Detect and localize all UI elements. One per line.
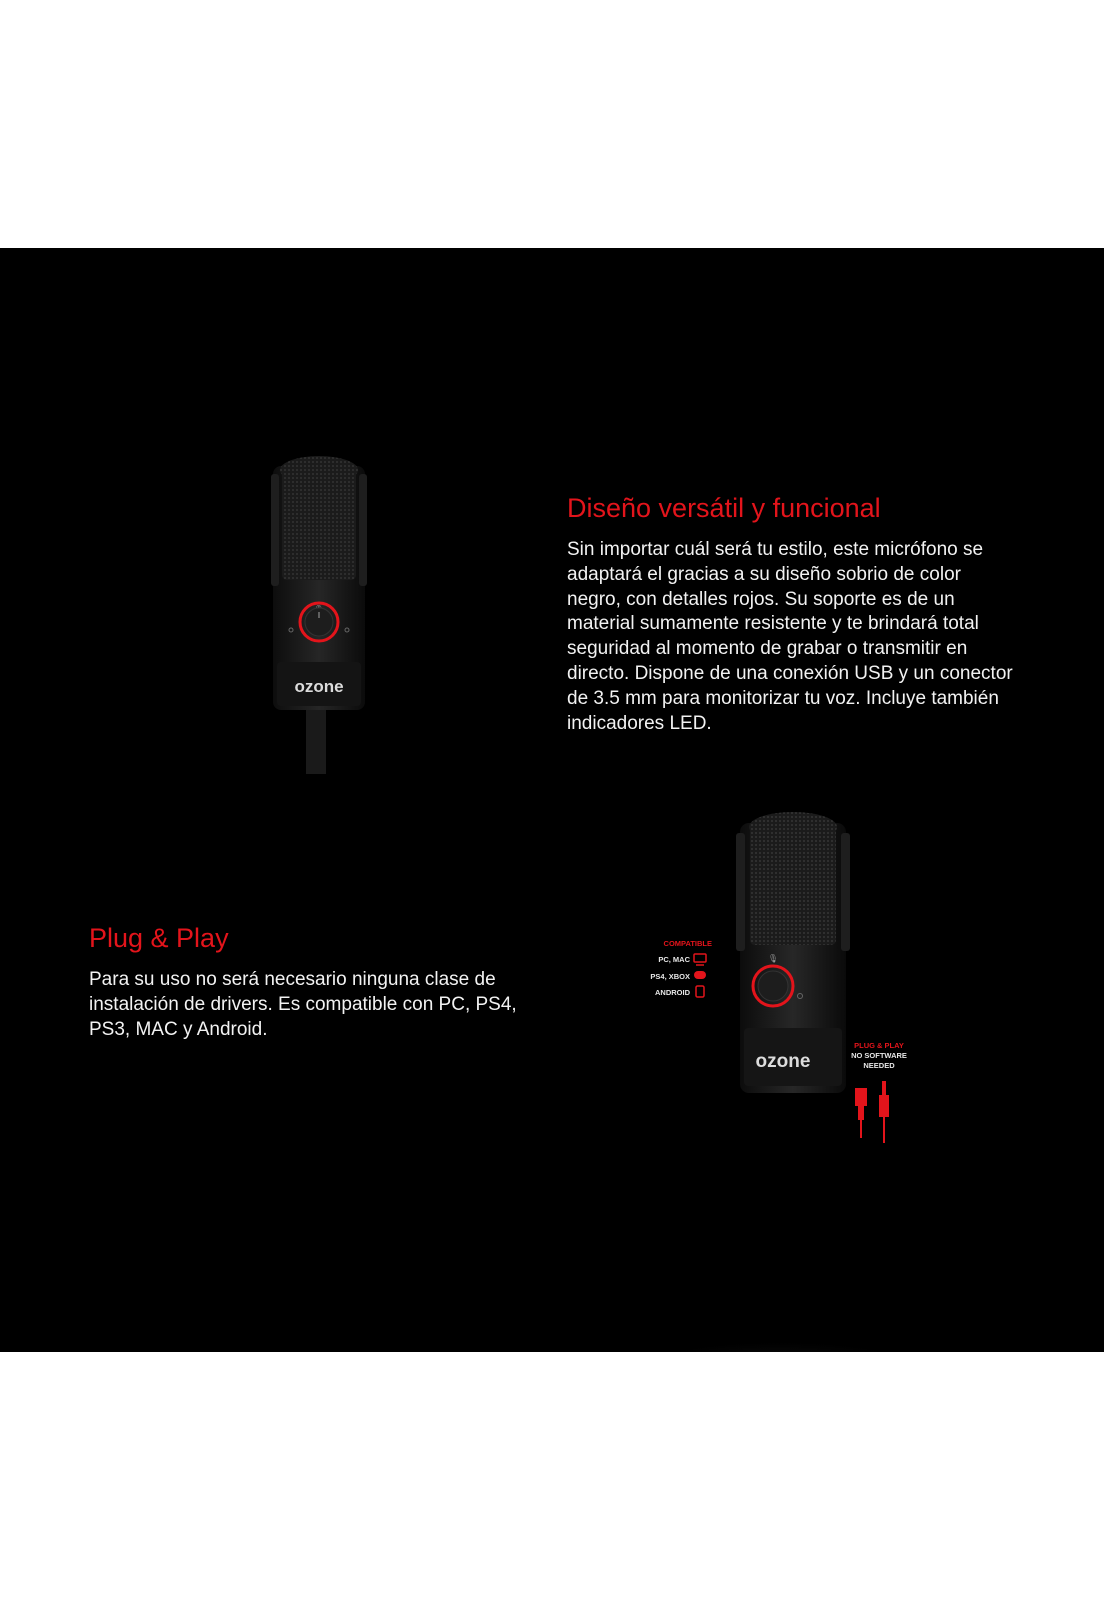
- needed-label: NEEDED: [863, 1061, 895, 1070]
- section-body-design: Sin importar cuál será tu estilo, este micrófono se adaptará el gracias a su diseño sobrio de color negro, con detalles rojos. Su soporte es de un material sumamente resistente y te brindará total seguridad al momento de grabar o transmitir en directo. Dispone de una conexión USB y un conector de 3.5 mm para monitorizar tu voz. Incluye también indicadores LED.: [567, 539, 1013, 734]
- brand-logo: ozone: [755, 1051, 811, 1072]
- product-feature-banner: [0, 248, 1104, 1352]
- compat-pc-mac: PC, MAC: [658, 955, 690, 964]
- compat-ps4-xbox: PS4, XBOX: [650, 972, 690, 981]
- svg-text:🎙: 🎙: [767, 954, 779, 963]
- no-software-label: NO SOFTWARE: [851, 1051, 907, 1060]
- plug-play-label: PLUG & PLAY: [854, 1041, 904, 1050]
- section-title-plug-play: Plug & Play: [89, 923, 229, 953]
- gamepad-icon: [694, 971, 706, 979]
- compat-android: ANDROID: [655, 988, 690, 997]
- microphone-image-front: [255, 444, 385, 774]
- section-body-plug-play: Para su uso no será necesario ninguna clase de instalación de drivers. Es compatible con PC, PS4, PS3, MAC y Android.: [89, 969, 517, 1040]
- floor-shadow: [630, 1340, 930, 1352]
- microphone-image-features: [630, 803, 960, 1352]
- section-title-design: Diseño versátil y funcional: [567, 493, 881, 523]
- mic-grille: [750, 827, 836, 945]
- gain-knob: [758, 971, 788, 1001]
- monitor-icon: [694, 954, 706, 962]
- usb-plug-icon: [855, 1088, 867, 1138]
- mic-grille: [282, 470, 356, 580]
- cable: [306, 699, 326, 774]
- audio-jack-icon: [879, 1081, 889, 1143]
- smartphone-icon: [696, 986, 704, 997]
- compatible-label: COMPATIBLE: [663, 939, 712, 948]
- brand-logo: ozone: [294, 677, 344, 696]
